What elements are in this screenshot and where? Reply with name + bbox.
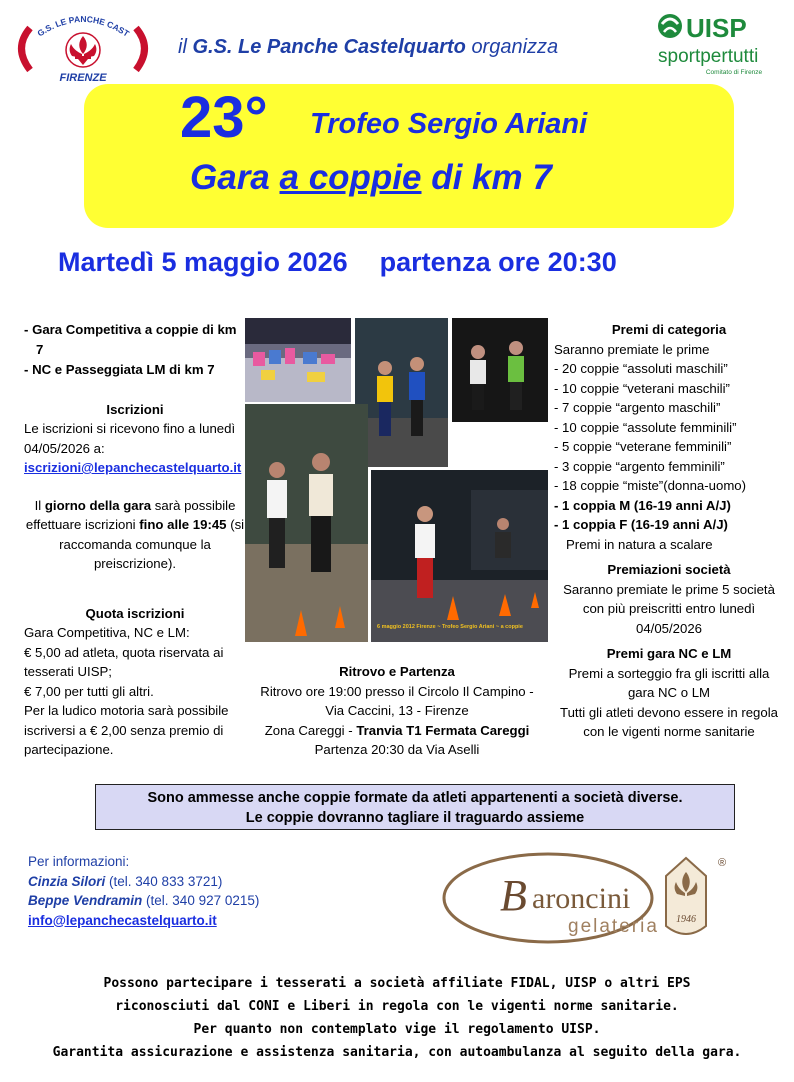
iscrizioni-title: Iscrizioni — [106, 401, 164, 417]
banner-line: Sono ammesse anche coppie formate da atleti appartenenti a società diverse. — [147, 790, 683, 806]
race-suffix: di km 7 — [431, 158, 552, 197]
banner-line: Le coppie dovranno tagliare il traguardo assieme — [245, 810, 585, 826]
notice-banner — [95, 784, 735, 830]
quota-line: Per la ludico motoria sarà possibile iscriversi a € 2,00 senza premio di partecipazione. — [24, 703, 229, 757]
edition-number: 23° — [180, 85, 268, 150]
premi-item: - 3 coppie “argento femminili” — [554, 458, 725, 474]
premi-item: - 1 coppia M (16-19 anni A/J) — [554, 497, 731, 513]
premi-natura: Premi in natura a scalare — [566, 536, 713, 552]
quota-line: € 5,00 ad atleta, quota riservata ai tesserati UISP; — [24, 644, 224, 679]
registered-mark: ® — [718, 857, 727, 869]
uisp-tagline: sportpertutti — [658, 46, 759, 67]
footer-line: Garantita assicurazione e assistenza sanitaria, con autoambulanza al seguito della gara. — [52, 1045, 742, 1060]
event-item: - NC e Passeggiata LM di km 7 — [24, 362, 215, 377]
photo-caption: 6 maggio 2012 Firenze ~ Trofeo Sergio Ariani ~ a coppie — [377, 624, 523, 630]
societa-text: Saranno premiate le prime 5 società con più preiscritti entro lunedì 04/05/2026 — [563, 581, 775, 636]
date-line — [58, 247, 617, 278]
premi-item: - 20 coppie “assoluti maschili” — [554, 361, 728, 376]
nc-text-2: Tutti gli atleti devono essere in regola con le vigenti norme sanitarie — [560, 704, 778, 739]
race-date: Martedì 5 maggio 2026 — [58, 247, 348, 277]
quota-line: € 7,00 per tutti gli altri. — [24, 683, 154, 699]
org-suffix: organizza — [471, 36, 559, 58]
info-label: Per informazioni: — [28, 854, 130, 869]
svg-text:G.S. LE PANCHE CASTELQUARTO: G.S. LE PANCHE CAST — [35, 13, 132, 39]
partenza-text: Partenza 20:30 da Via Aselli — [314, 742, 480, 757]
footer-rules — [0, 972, 794, 1064]
premi-title: Premi di categoria — [611, 322, 727, 337]
giorno-gara-text: Il giorno della gara sarà possibile effettuare iscrizioni fino alle 19:45 (si raccomanda comunque la preiscrizione). — [25, 497, 245, 571]
photo-runners-3 — [245, 404, 368, 642]
contact-info — [28, 852, 259, 930]
sponsor-year: 1946 — [676, 914, 696, 925]
sponsor-sub: gelateria — [568, 916, 659, 937]
zona-text: Zona Careggi - Tranvia T1 Fermata Careggi — [264, 722, 530, 738]
premi-item: - 10 coppie “veterani maschili” — [554, 380, 730, 396]
premi-item: - 1 coppia F (16-19 anni A/J) — [554, 517, 728, 532]
quota-title: Quota iscrizioni — [85, 605, 185, 621]
org-prefix: il — [178, 36, 187, 58]
photo-awards-table — [245, 318, 351, 402]
left-column — [24, 320, 246, 760]
baroncini-logo — [440, 848, 790, 948]
footer-line: riconosciuti dal CONI e Liberi in regola con le vigenti norme sanitarie. — [115, 999, 679, 1014]
iscrizioni-email-link[interactable]: iscrizioni@lepanchecastelquarto.it — [24, 460, 242, 475]
premi-item: - 7 coppie “argento maschili” — [554, 400, 721, 415]
ritrovo-section — [252, 662, 542, 760]
nc-text: Premi a sorteggio fra gli iscritti alla gara NC o LM — [568, 665, 770, 700]
footer-line: Possono partecipare i tesserati a società affiliate FIDAL, UISP o altri EPS — [103, 976, 691, 991]
premi-intro: Saranno premiate le prime — [554, 341, 710, 357]
race-title — [190, 158, 552, 198]
svg-text:B: B — [500, 871, 527, 920]
info-email-link[interactable]: info@lepanchecastelquarto.it — [28, 912, 217, 928]
premi-item: - 18 coppie “miste”(donna-uomo) — [554, 478, 747, 493]
uisp-name: UISP — [686, 13, 747, 43]
contact-item: Cinzia Silori (tel. 340 833 3721) — [28, 873, 223, 889]
organizer-line — [178, 36, 558, 59]
photo-runners-4 — [371, 470, 548, 642]
gs-logo-city: FIRENZE — [59, 72, 107, 84]
event-item: - Gara Competitiva a coppie di km 7 — [24, 322, 237, 357]
quota-line: Gara Competitiva, NC e LM: — [24, 625, 190, 640]
societa-title: Premiazioni società — [607, 562, 731, 577]
iscrizioni-text: Le iscrizioni si ricevono fino a lunedì 04/05/2026 a: — [24, 421, 236, 456]
ritrovo-text: Ritrovo ore 19:00 presso il Circolo Il Campino - Via Caccini, 13 - Firenze — [260, 683, 534, 718]
ritrovo-title: Ritrovo e Partenza — [339, 664, 455, 679]
trophy-name: Trofeo Sergio Ariani — [310, 108, 588, 140]
race-prefix: Gara — [190, 158, 270, 197]
contact-item: Beppe Vendramin (tel. 340 927 0215) — [28, 893, 260, 908]
photo-runners-2 — [452, 318, 548, 422]
right-column — [554, 320, 784, 742]
uisp-sub: Comitato di Firenze — [705, 69, 763, 76]
photo-runners-1 — [355, 318, 448, 467]
premi-item: - 5 coppie “veterane femminili” — [554, 439, 732, 454]
race-underlined: a coppie — [279, 158, 422, 197]
uisp-logo — [652, 10, 778, 78]
sponsor-name-rest: aroncini — [532, 882, 631, 915]
gs-le-panche-logo — [8, 8, 158, 84]
start-time: partenza ore 20:30 — [379, 247, 617, 277]
nc-title: Premi gara NC e LM — [606, 646, 732, 661]
premi-item: - 10 coppie “assolute femminili” — [554, 419, 737, 435]
org-name: G.S. Le Panche Castelquarto — [192, 36, 466, 58]
footer-line: Per quanto non contemplato vige il regolamento UISP. — [193, 1022, 601, 1037]
